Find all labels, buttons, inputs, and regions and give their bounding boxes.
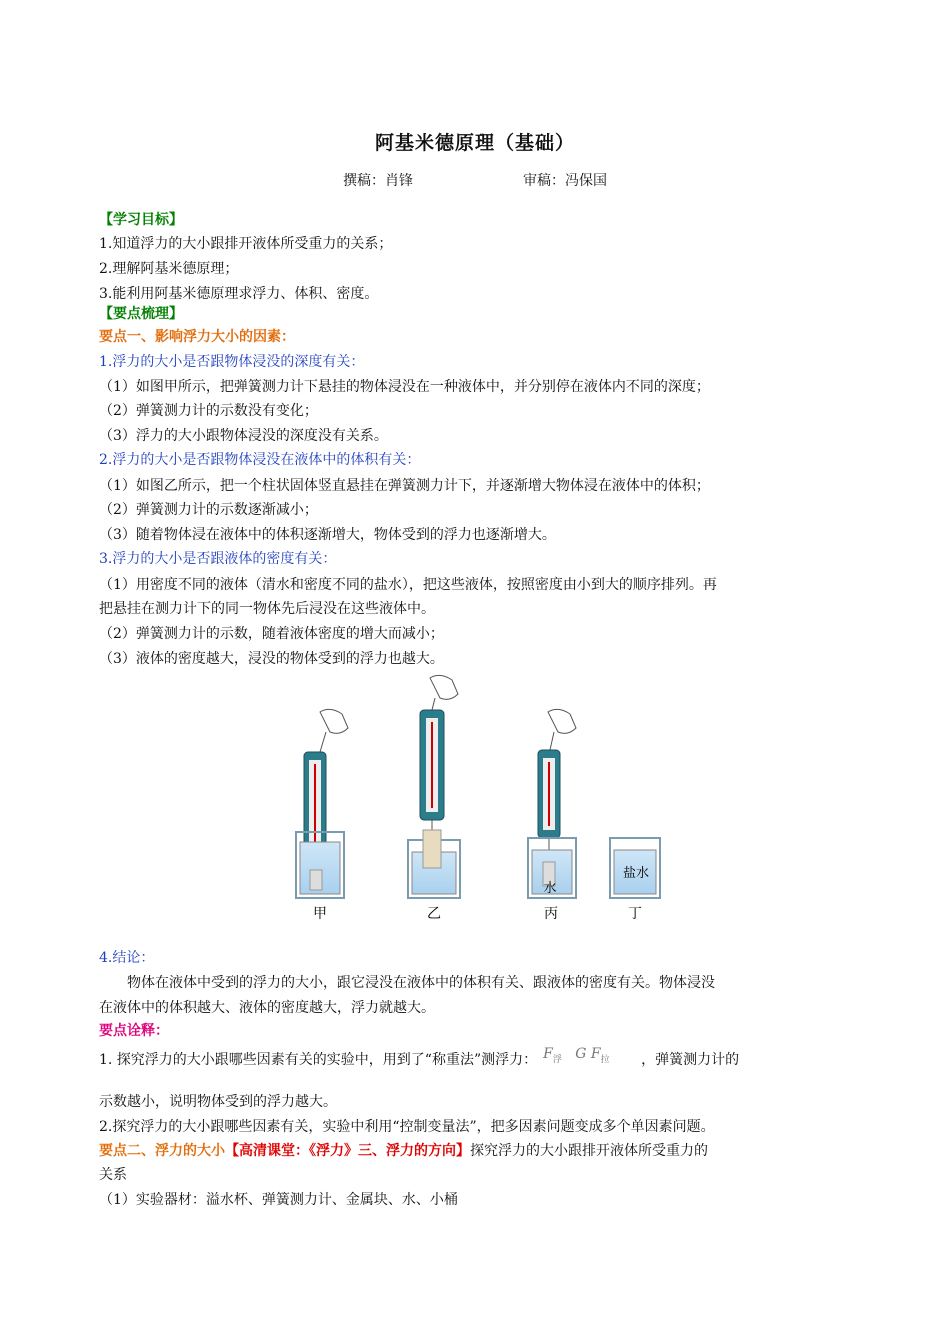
water-label: 水	[543, 881, 557, 896]
point2-title: 要点二、浮力的大小	[99, 1143, 225, 1159]
point2-text: 探究浮力的大小跟排开液体所受重力的	[470, 1143, 708, 1159]
figure-label-bing: 丙	[544, 906, 558, 922]
figure-label-ding: 丁	[628, 906, 642, 922]
q3-item: 把悬挂在测力计下的同一物体先后浸没在这些液体中。	[99, 601, 435, 617]
q2-item: （3）随着物体浸在液体中的体积逐渐增大，物体受到的浮力也逐渐增大。	[99, 527, 556, 543]
setup-jia	[296, 709, 348, 898]
reviewer: 审稿：冯保国	[523, 173, 607, 189]
note-1-text: 1. 探究浮力的大小跟哪些因素有关的实验中，用到了“称重法”测浮力：	[99, 1052, 538, 1068]
q1-title: 1.浮力的大小是否跟物体浸没的深度有关：	[99, 354, 365, 370]
setup-bing	[528, 709, 576, 898]
page-title: 阿基米德原理（基础）	[374, 132, 575, 154]
q3-item: （1）用密度不同的液体（清水和密度不同的盐水），把这些液体，按照密度由小到大的顺序排列。再	[99, 577, 717, 593]
author-line	[0, 170, 950, 190]
q1-item: （1）如图甲所示，把弹簧测力计下悬挂的物体浸没在一种液体中，并分别停在液体内不同的深度；	[99, 379, 710, 395]
note-1-text-end: ，弹簧测力计的	[641, 1052, 740, 1068]
setup-yi	[408, 675, 460, 898]
q2-title: 2.浮力的大小是否跟物体浸没在液体中的体积有关：	[99, 452, 421, 468]
review-heading: 【要点梳理】	[99, 306, 183, 322]
conclusion-title: 4.结论：	[99, 950, 155, 966]
q1-item: （2）弹簧测力计的示数没有变化；	[99, 403, 318, 419]
spring-scale-figure	[280, 672, 680, 927]
salt-water-label: 盐水	[622, 866, 650, 881]
buoyancy-formula: $F_浮$ G $F_拉$	[543, 1046, 610, 1065]
point1-title: 要点一、影响浮力大小的因素：	[99, 329, 295, 345]
objective-item: 2.理解阿基米德原理；	[99, 261, 239, 277]
conclusion-text: 物体在液体中受到的浮力的大小，跟它浸没在液体中的体积有关、跟液体的密度有关。物体浸没	[127, 975, 715, 991]
figure-label-jia: 甲	[313, 906, 327, 922]
conclusion-text: 在液体中的体积越大、液体的密度越大，浮力就越大。	[99, 1000, 435, 1016]
author: 撰稿：肖锋	[343, 173, 413, 189]
q3-item: （2）弹簧测力计的示数，随着液体密度的增大而减小；	[99, 626, 444, 642]
note-1-cont: 示数越小，说明物体受到的浮力越大。	[99, 1094, 337, 1110]
figure-label-yi: 乙	[427, 906, 441, 922]
point2-line	[99, 1141, 708, 1161]
note-2: 2.探究浮力的大小跟哪些因素有关，实验中利用“控制变量法”，把多因素问题变成多个单因素问题。	[99, 1119, 715, 1135]
hd-class-link[interactable]: 【高清课堂：《浮力》三、浮力的方向】	[225, 1143, 470, 1159]
q2-item: （2）弹簧测力计的示数逐渐减小；	[99, 502, 318, 518]
objective-item: 1.知道浮力的大小跟排开液体所受重力的关系；	[99, 236, 393, 252]
q2-item: （1）如图乙所示，把一个柱状固体竖直悬挂在弹簧测力计下，并逐渐增大物体浸在液体中的体积；	[99, 478, 710, 494]
point2-text-cont: 关系	[99, 1167, 127, 1183]
point2-item: （1）实验器材：溢水杯、弹簧测力计、金属块、水、小桶	[99, 1192, 458, 1208]
notes-title: 要点诠释：	[99, 1023, 169, 1039]
note-1	[99, 1046, 740, 1076]
q1-item: （3）浮力的大小跟物体浸没的深度没有关系。	[99, 428, 388, 444]
q3-title: 3.浮力的大小是否跟液体的密度有关：	[99, 551, 337, 567]
objectives-heading: 【学习目标】	[99, 212, 183, 228]
objective-item: 3.能利用阿基米德原理求浮力、体积、密度。	[99, 286, 379, 302]
q3-item: （3）液体的密度越大，浸没的物体受到的浮力也越大。	[99, 651, 444, 667]
